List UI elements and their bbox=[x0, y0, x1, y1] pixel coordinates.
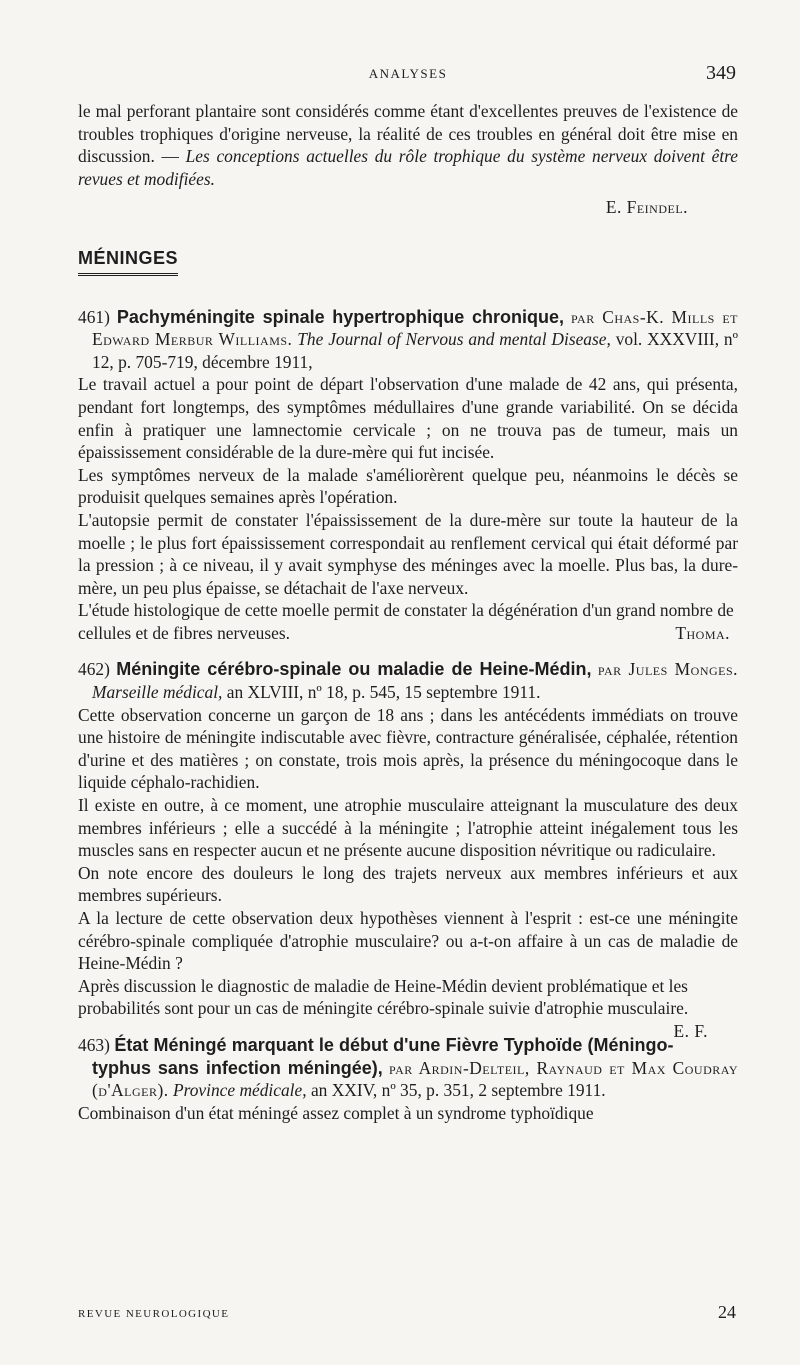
paragraph-with-signature bbox=[78, 599, 738, 644]
running-title: ANALYSES bbox=[368, 66, 448, 81]
paragraph: Il existe en outre, à ce moment, une atrophie musculaire atteignant la musculature des deux membres inférieurs ; elle a succédé à la méningite ; l'atrophie atteint inégalement tous les muscles sans en respecter aucun et ne présente aucune disposition névritique ou radiculaire. bbox=[78, 795, 738, 861]
entry-journal: The Journal of Nervous and mental Disease, bbox=[297, 329, 611, 350]
entry-authors: par Ardin-Delteil, Raynaud et Max Coudray (d'Alger). bbox=[92, 1057, 738, 1101]
entry-title: Pachyméningite spinale hypertrophique chronique, bbox=[116, 306, 564, 327]
entry-authors: par Chas-K. Mills et Edward Merbur Williams. bbox=[92, 306, 739, 350]
paragraph: On note encore des douleurs le long des trajets nerveux aux membres inférieurs et aux membres supérieurs. bbox=[78, 862, 738, 906]
entry-title: Méningite cérébro-spinale ou maladie de Heine-Médin, bbox=[116, 659, 592, 680]
intro-paragraph bbox=[78, 100, 738, 190]
signature-mark: 24 bbox=[718, 1302, 736, 1322]
entry-reference: vol. XXXVIII, nº 12, p. 705-719, décembre 1911, bbox=[92, 329, 739, 372]
entry-heading bbox=[78, 658, 738, 703]
entry-number: 461) bbox=[78, 306, 110, 327]
paragraph-with-signature bbox=[78, 975, 738, 1041]
intro-signature: E. Feindel. bbox=[605, 197, 688, 218]
page-body bbox=[78, 100, 738, 1124]
entry-signature: E. F. bbox=[673, 1020, 708, 1041]
page-number: 349 bbox=[706, 62, 736, 84]
entry-title: État Méningé marquant le début d'une Fièvre Typhoïde (Méningo-typhus sans infection méningée), bbox=[92, 1034, 674, 1078]
paragraph: Combinaison d'un état méningé assez complet à un syndrome typhoïdique bbox=[78, 1102, 594, 1123]
paragraph: Après discussion le diagnostic de maladie de Heine-Médin devient problématique et les probabilités sont pour un cas de méningite cérébro-spinale suivie d'atrophie musculaire. bbox=[78, 975, 689, 1019]
entry-462 bbox=[78, 658, 738, 1041]
entry-number: 463) bbox=[78, 1034, 110, 1055]
entry-journal: Province médicale, bbox=[172, 1080, 307, 1101]
intro-text: le mal perforant plantaire sont considérés comme étant d'excellentes preuves de l'existence de troubles trophiques d'origine nerveuse, la réalité de ces troubles en général doit être mise en discussion. — bbox=[78, 101, 738, 167]
entry-heading bbox=[78, 1034, 738, 1102]
entry-signature: Thoma. bbox=[675, 622, 730, 643]
footer-journal-name: REVUE NEUROLOGIQUE bbox=[78, 1308, 230, 1320]
entry-reference: an XLVIII, nº 18, p. 545, 15 septembre 1911. bbox=[226, 682, 541, 703]
entry-authors: par Jules Monges. bbox=[597, 659, 738, 680]
page-footer bbox=[78, 1302, 738, 1326]
entry-461 bbox=[78, 306, 738, 645]
intro-italic: Les conceptions actuelles du rôle trophique du système nerveux doivent être revues et modifiées. bbox=[78, 146, 738, 189]
paragraph: L'autopsie permit de constater l'épaississement de la dure-mère sur toute la hauteur de la moelle ; le plus fort épaississement correspondait au renflement cervical qui était déformé par la pression ; à ce niveau, il y avait symphyse des méninges avec la moelle. Plus bas, la dure-mère, un peu plus épaisse, se détachait de l'axe nerveux. bbox=[78, 509, 738, 598]
paragraph: A la lecture de cette observation deux hypothèses viennent à l'esprit : est-ce une méningite cérébro-spinale compliquée d'atrophie musculaire? ou a-t-on affaire à un cas de maladie de Heine-Médin ? bbox=[78, 908, 738, 974]
page-header bbox=[78, 62, 738, 90]
section-title: MÉNINGES bbox=[78, 247, 178, 276]
entry-journal: Marseille médical, bbox=[92, 682, 223, 703]
entry-463 bbox=[78, 1034, 738, 1124]
paragraph: Cette observation concerne un garçon de 18 ans ; dans les antécédents immédiats on trouve une histoire de méningite indiscutable avec fièvre, contracture généralisée, céphalée, rétention d'urine et des matières ; on constate, trois mois après, la présence du méningocoque dans le liquide céphalo-rachidien. bbox=[78, 704, 738, 793]
entry-number: 462) bbox=[78, 659, 110, 680]
paragraph: Les symptômes nerveux de la malade s'améliorèrent quelque peu, néanmoins le décès se produisit quelques semaines après l'opération. bbox=[78, 464, 738, 508]
paragraph: Le travail actuel a pour point de départ l'observation d'une malade de 42 ans, qui présenta, pendant fort longtemps, des symptômes médullaires d'une grande variabilité. On se décida enfin à pratiquer une lamnectomie cervicale ; on ne trouva pas de tumeur, mais un épaississement considérable de la dure-mère qui fut incisée. bbox=[78, 374, 738, 463]
entry-reference: an XXIV, nº 35, p. 351, 2 septembre 1911. bbox=[310, 1080, 606, 1101]
entry-heading bbox=[78, 306, 738, 374]
paragraph: L'étude histologique de cette moelle permit de constater la dégénération d'un grand nombre de cellules et de fibres nerveuses. bbox=[78, 600, 734, 643]
